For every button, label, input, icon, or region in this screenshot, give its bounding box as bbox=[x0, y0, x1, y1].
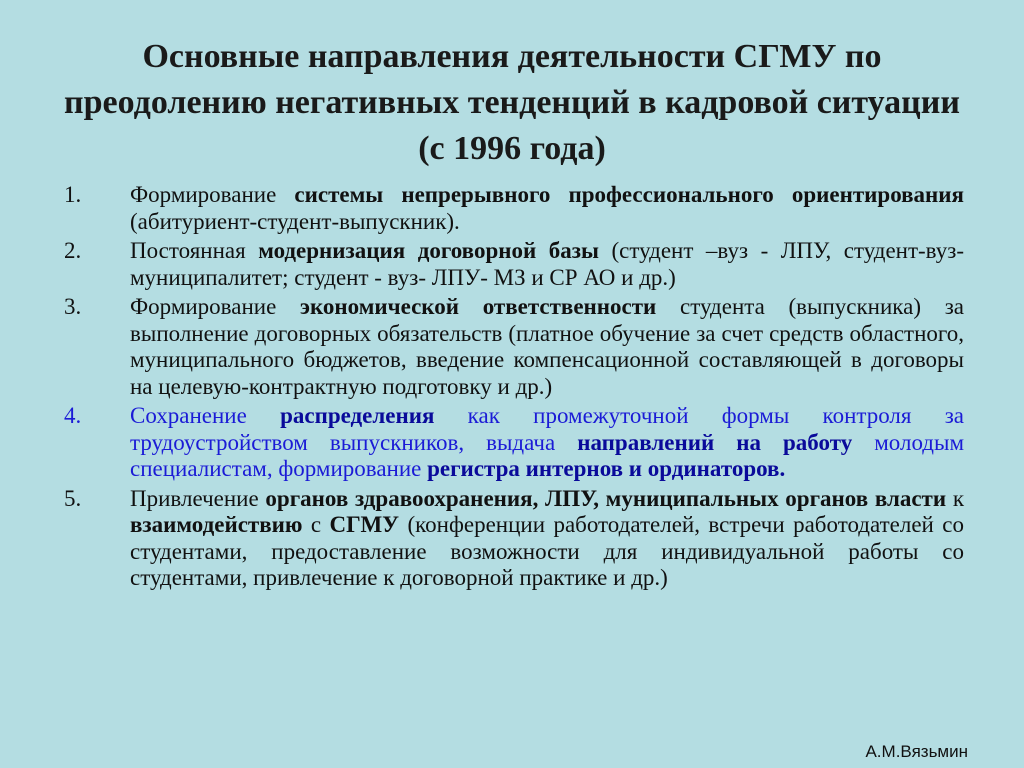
item-bold-text: экономической ответственности bbox=[300, 294, 657, 319]
item-bold-text: направлений на работу bbox=[577, 429, 853, 455]
item-number: 2. bbox=[64, 238, 82, 263]
item-text: к bbox=[946, 485, 964, 511]
item-text: Формирование bbox=[130, 294, 300, 319]
item-number: 5. bbox=[64, 485, 82, 511]
item-text: Привлечение bbox=[130, 485, 266, 511]
item-bold-text: СГМУ bbox=[329, 512, 400, 537]
item-text: (конференции работодателей, встречи работодателей со студентами, предоставление возможности для индивидуальной работы со студентами, привлечение к договорной практике и др.) bbox=[130, 512, 964, 590]
item-text: (студент –вуз - ЛПУ, студент-вуз-муниципалитет; студент - вуз- ЛПУ- МЗ и СР АО и др.) bbox=[130, 238, 964, 290]
item-bold-text: регистра интернов и ординаторов. bbox=[427, 456, 786, 481]
list-item-3 bbox=[64, 294, 964, 400]
item-bold-text: системы непрерывного профессионального ориентирования bbox=[294, 182, 964, 207]
item-bold-text: взаимодействию bbox=[130, 512, 303, 537]
item-bold-text: модернизация договорной базы bbox=[258, 238, 599, 263]
item-number: 4. bbox=[64, 403, 82, 428]
item-text: молодым специалистам, формирование bbox=[130, 429, 965, 481]
item-text: (абитуриент-студент-выпускник). bbox=[130, 208, 460, 234]
author-signature: А.М.Вязьмин bbox=[865, 742, 968, 761]
item-text: с bbox=[302, 512, 330, 537]
item-text: Сохранение bbox=[130, 403, 281, 428]
list-item-2 bbox=[64, 238, 964, 291]
slide-title: Основные направления деятельности СГМУ по преодолению негативных тенденций в кадровой ситуации (с 1996 года) bbox=[64, 38, 960, 167]
item-bold-text: распределения bbox=[280, 403, 435, 428]
list-item-1 bbox=[64, 182, 964, 235]
directions-list bbox=[64, 182, 964, 595]
item-text: Формирование bbox=[130, 182, 295, 207]
item-number: 3. bbox=[64, 294, 82, 319]
item-number: 1. bbox=[64, 182, 82, 207]
list-item-5 bbox=[64, 486, 964, 592]
list-item-4 bbox=[64, 403, 964, 483]
item-text: студента (выпускника) за выполнение договорных обязательств (платное обучение за счет средств областного, муниципального бюджетов, введение компенсационной составляющей в договоры на целевую-контрактную подготовку и др.) bbox=[130, 294, 964, 399]
item-text: как промежуточной формы контроля за трудоустройством выпускников, выдача bbox=[130, 403, 965, 455]
item-bold-text: органов здравоохранения, ЛПУ, муниципальных органов власти bbox=[265, 485, 947, 511]
item-text: Постоянная bbox=[130, 238, 259, 263]
